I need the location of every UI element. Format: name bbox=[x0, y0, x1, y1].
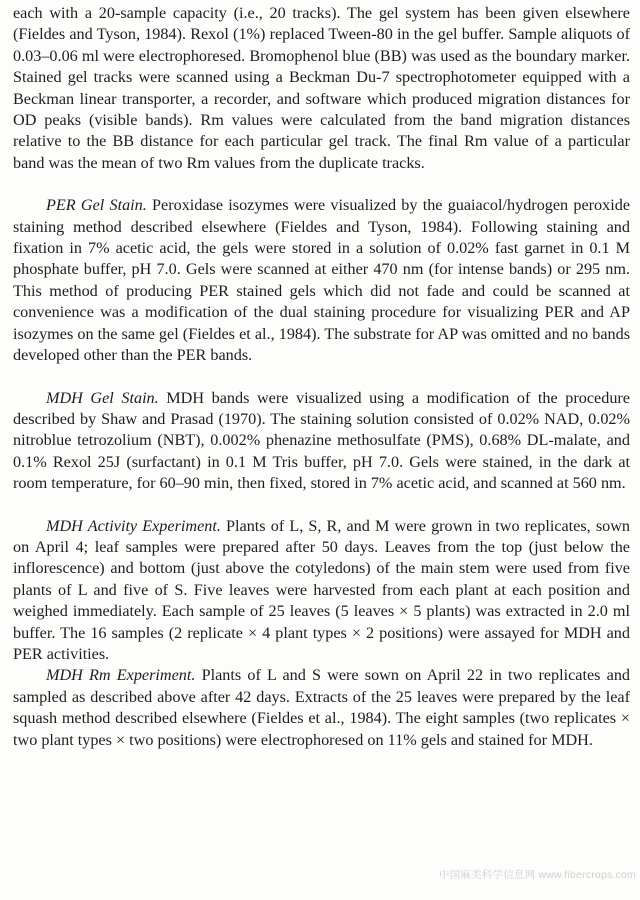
paragraph-text: MDH bands were visualized using a modification of the procedure described by Shaw and Prasad (1970). The staining solution consisted of 0.02% NAD, 0.02% nitroblue tetrozolium (NBT), 0.002% phenazine methosulfate (PMS), 0.68% DL-malate, and 0.1% Rexol 25J (surfactant) in 0.1 M Tris buffer, pH 7.0. Gels were stained, in the dark at room temperature, for 60–90 min, then fixed, stored in 7% acetic acid, and scanned at 560 nm. bbox=[13, 388, 630, 493]
paragraph-mdh-gel-stain bbox=[13, 388, 630, 495]
section-heading: PER Gel Stain. bbox=[46, 196, 147, 215]
paragraph-text: Plants of L and S were sown on April 22 in two replicates and sampled as described above after 42 days. Extracts of the 25 leaves were prepared by the leaf squash method described elsewhere (Fieldes et al., 1984). The eight samples (two replicates × two plant types × two positions) were electrophoresed on 11% gels and stained for MDH. bbox=[13, 666, 631, 749]
section-heading: MDH Activity Experiment. bbox=[46, 516, 221, 535]
section-heading: MDH Rm Experiment. bbox=[46, 666, 196, 685]
watermark: 中国麻类科学信息网 www.fibercrops.com bbox=[439, 868, 636, 881]
paragraph-per-gel-stain bbox=[13, 195, 630, 366]
section-heading: MDH Gel Stain. bbox=[46, 388, 159, 407]
paragraph-text: Plants of L, S, R, and M were grown in two replicates, sown on April 4; leaf samples were prepared after 50 days. Leaves from the top (just below the inflorescence) and bottom (just above the cotyledons) of the main stem were used from five plants of L and five of S. Five leaves were harvested from each plant at each position and weighed immediately. Each sample of 25 leaves (5 leaves × 5 plants) was extracted in 2.0 ml buffer. The 16 samples (2 replicate × 4 plant types × 2 positions) were assayed for MDH and PER activities. bbox=[13, 516, 631, 663]
paragraph-gel-system bbox=[13, 3, 630, 174]
paragraph-text: each with a 20-sample capacity (i.e., 20 tracks). The gel system has been given elsewhere (Fieldes and Tyson, 1984). Rexol (1%) replaced Tween-80 in the gel buffer. Sample aliquots of 0.03–0.06 ml were electrophoresed. Bromophenol blue (BB) was used as the boundary marker. Stained gel tracks were scanned using a Beckman Du-7 spectrophotometer equipped with a Beckman linear transporter, a recorder, and software which produced migration distances for OD peaks (visible bands). Rm values were calculated from the band migration distances relative to the BB distance for each particular gel track. The final Rm value of a particular band was the mean of two Rm values from the duplicate tracks. bbox=[13, 4, 630, 172]
paragraph-gap bbox=[13, 174, 630, 195]
paragraph-mdh-activity-experiment bbox=[13, 516, 630, 666]
paragraph-mdh-rm-experiment bbox=[13, 665, 630, 751]
paragraph-text: Peroxidase isozymes were visualized by the guaiacol/hydrogen peroxide staining method described elsewhere (Fieldes and Tyson, 1984). Following staining and fixation in 7% acetic acid, the gels were stored in a solution of 0.02% fast garnet in 0.1 M phosphate buffer, pH 7.0. Gels were scanned at either 470 nm (for intense bands) or 295 nm. This method of producing PER stained gels which did not fade and could be scanned at convenience was a modification of the dual staining procedure for visualizing PER and AP isozymes on the same gel (Fieldes et al., 1984). The substrate for AP was omitted and no bands developed other than the PER bands. bbox=[13, 196, 631, 365]
paragraph-gap bbox=[13, 495, 630, 516]
paragraph-gap bbox=[13, 367, 630, 388]
